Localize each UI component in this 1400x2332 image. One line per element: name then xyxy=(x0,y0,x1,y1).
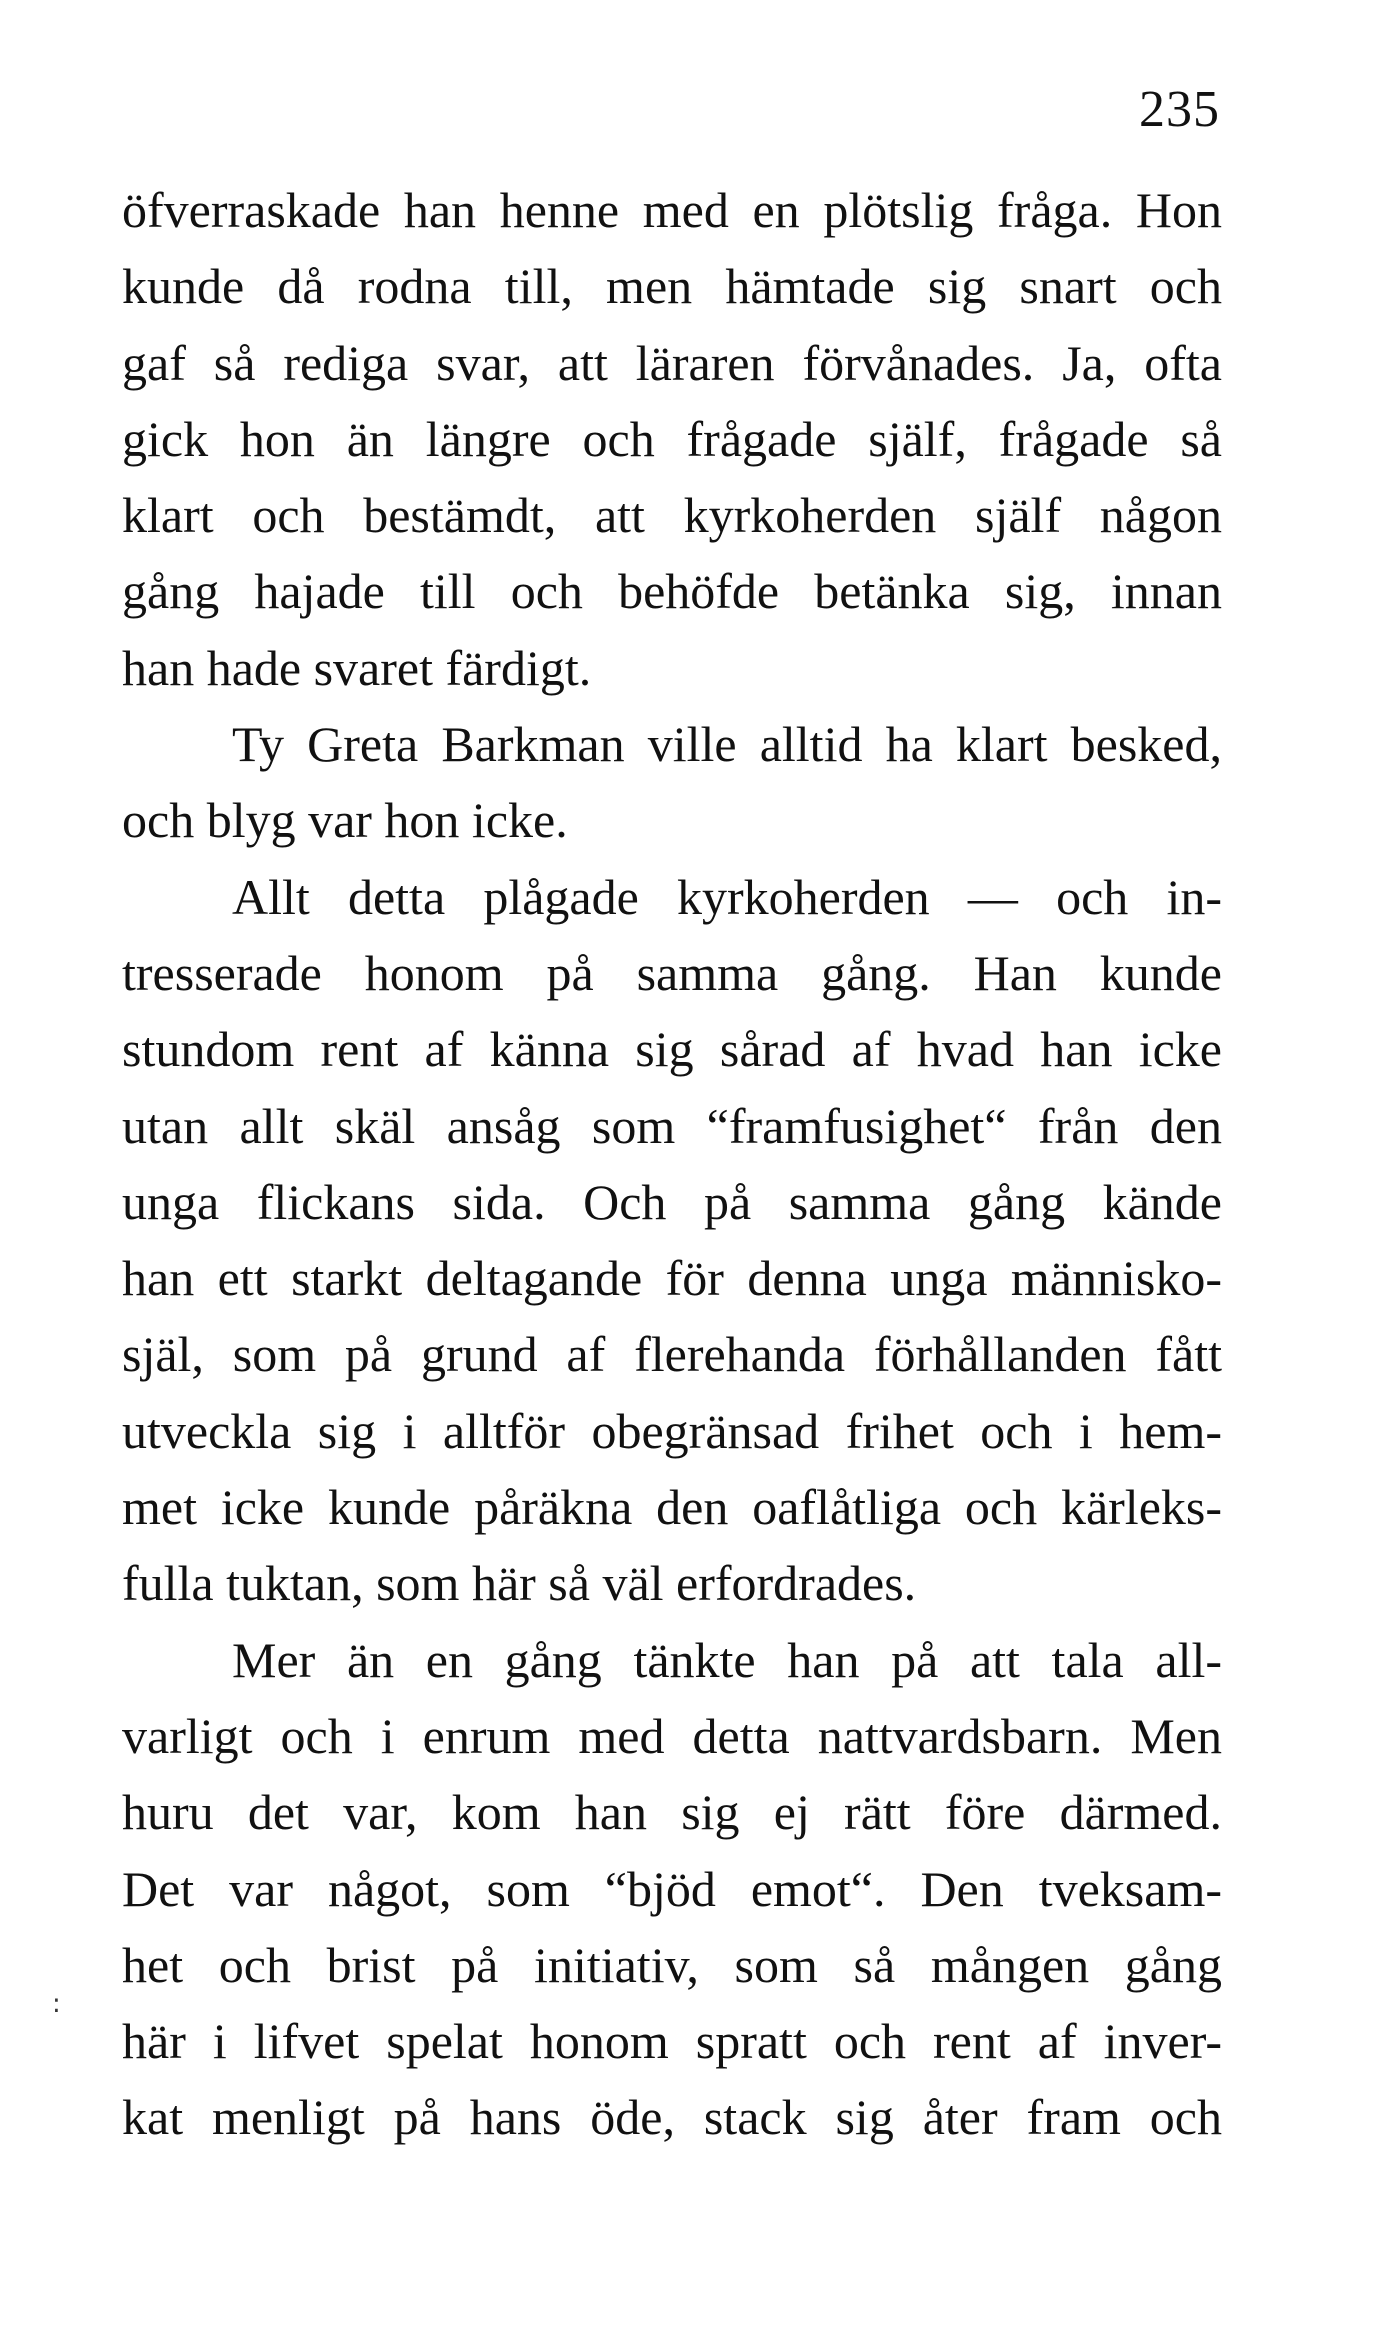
page-number: 235 xyxy=(1139,81,1220,138)
text-line: här i lifvet spelat honom spratt och rent af inver- xyxy=(122,2013,1222,2070)
text-line: met icke kunde påräkna den oaflåtliga och kärleks- xyxy=(122,1479,1222,1536)
text-line: gång hajade till och behöfde betänka sig, innan xyxy=(122,563,1222,620)
text-line: het och brist på initiativ, som så mången gång xyxy=(122,1936,1222,1993)
text-line: unga flickans sida. Och på samma gång kände xyxy=(122,1173,1222,1230)
text-line: utan allt skäl ansåg som “framfusighet“ från den xyxy=(122,1097,1222,1154)
text-line: gick hon än längre och frågade själf, frågade så xyxy=(122,410,1222,467)
text-line: tresserade honom på samma gång. Han kunde xyxy=(122,944,1222,1001)
text-line: Mer än en gång tänkte han på att tala all- xyxy=(232,1631,1222,1688)
margin-mark: : xyxy=(52,1989,61,2019)
text-line: Allt detta plågade kyrkoherden — och in- xyxy=(232,868,1222,925)
text-line: huru det var, kom han sig ej rätt före därmed. xyxy=(122,1784,1222,1841)
text-line: kunde då rodna till, men hämtade sig snart och xyxy=(122,258,1222,315)
text-line: gaf så rediga svar, att läraren förvånades. Ja, ofta xyxy=(122,334,1222,391)
text-line: han hade svaret färdigt. xyxy=(122,639,592,696)
text-line: varligt och i enrum med detta nattvardsbarn. Men xyxy=(122,1707,1222,1764)
text-line: och blyg var hon icke. xyxy=(122,792,568,849)
body-text xyxy=(122,172,1222,2156)
text-line: kat menligt på hans öde, stack sig åter fram och xyxy=(122,2089,1222,2146)
text-line: han ett starkt deltagande för denna unga människo- xyxy=(122,1250,1222,1307)
text-line: öfverraskade han henne med en plötslig fråga. Hon xyxy=(122,182,1222,238)
text-line: utveckla sig i alltför obegränsad frihet och i hem- xyxy=(122,1402,1222,1459)
text-line: fulla tuktan, som här så väl erfordrades. xyxy=(122,1555,917,1612)
text-line: själ, som på grund af flerehanda förhållanden fått xyxy=(122,1326,1222,1383)
text-line: Det var något, som “bjöd emot“. Den tveksam- xyxy=(122,1860,1222,1917)
text-line: stundom rent af känna sig sårad af hvad han icke xyxy=(122,1021,1222,1078)
text-line: klart och bestämdt, att kyrkoherden själf någon xyxy=(122,487,1222,544)
text-line: Ty Greta Barkman ville alltid ha klart besked, xyxy=(232,716,1222,773)
